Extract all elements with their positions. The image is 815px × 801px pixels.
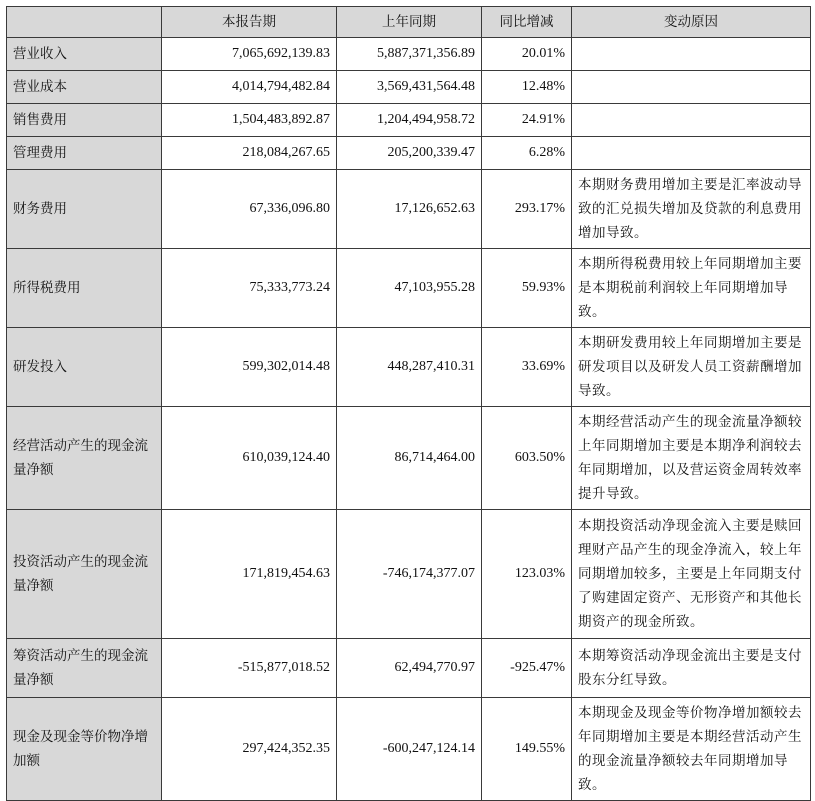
row-reason-text bbox=[572, 137, 811, 170]
header-change-reason: 变动原因 bbox=[572, 7, 811, 38]
row-previous-value: 1,204,494,958.72 bbox=[337, 104, 482, 137]
row-change-value: 12.48% bbox=[482, 71, 572, 104]
row-change-value: 293.17% bbox=[482, 170, 572, 249]
table-row bbox=[7, 170, 811, 249]
row-previous-value: 86,714,464.00 bbox=[337, 407, 482, 510]
row-current-value: 610,039,124.40 bbox=[162, 407, 337, 510]
row-item-label: 经营活动产生的现金流量净额 bbox=[7, 407, 162, 510]
row-item-label: 现金及现金等价物净增加额 bbox=[7, 698, 162, 801]
row-reason-text: 本期研发费用较上年同期增加主要是研发项目以及研发人员工资薪酬增加导致。 bbox=[572, 328, 811, 407]
row-previous-value: 47,103,955.28 bbox=[337, 249, 482, 328]
table-row bbox=[7, 104, 811, 137]
row-item-label: 投资活动产生的现金流量净额 bbox=[7, 510, 162, 639]
row-previous-value: 17,126,652.63 bbox=[337, 170, 482, 249]
row-change-value: 33.69% bbox=[482, 328, 572, 407]
header-previous-period: 上年同期 bbox=[337, 7, 482, 38]
row-reason-text: 本期筹资活动净现金流出主要是支付股东分红导致。 bbox=[572, 639, 811, 698]
financial-table-container bbox=[6, 6, 810, 801]
row-previous-value: 62,494,770.97 bbox=[337, 639, 482, 698]
row-current-value: 75,333,773.24 bbox=[162, 249, 337, 328]
row-previous-value: -746,174,377.07 bbox=[337, 510, 482, 639]
row-item-label: 营业成本 bbox=[7, 71, 162, 104]
row-current-value: 297,424,352.35 bbox=[162, 698, 337, 801]
row-reason-text bbox=[572, 71, 811, 104]
row-item-label: 所得税费用 bbox=[7, 249, 162, 328]
row-current-value: 4,014,794,482.84 bbox=[162, 71, 337, 104]
header-yoy-change: 同比增减 bbox=[482, 7, 572, 38]
row-reason-text: 本期投资活动净现金流入主要是赎回理财产品产生的现金净流入，较上年同期增加较多，主要是上年同期支付了购建固定资产、无形资产和其他长期资产的现金所致。 bbox=[572, 510, 811, 639]
row-current-value: 1,504,483,892.87 bbox=[162, 104, 337, 137]
row-change-value: 6.28% bbox=[482, 137, 572, 170]
row-current-value: 67,336,096.80 bbox=[162, 170, 337, 249]
row-reason-text: 本期所得税费用较上年同期增加主要是本期税前利润较上年同期增加导致。 bbox=[572, 249, 811, 328]
table-row bbox=[7, 407, 811, 510]
row-current-value: -515,877,018.52 bbox=[162, 639, 337, 698]
row-previous-value: -600,247,124.14 bbox=[337, 698, 482, 801]
row-item-label: 财务费用 bbox=[7, 170, 162, 249]
row-reason-text: 本期经营活动产生的现金流量净额较上年同期增加主要是本期净利润较去年同期增加，以及营运资金周转效率提升导致。 bbox=[572, 407, 811, 510]
row-change-value: 603.50% bbox=[482, 407, 572, 510]
row-previous-value: 448,287,410.31 bbox=[337, 328, 482, 407]
row-previous-value: 3,569,431,564.48 bbox=[337, 71, 482, 104]
row-change-value: 59.93% bbox=[482, 249, 572, 328]
row-item-label: 筹资活动产生的现金流量净额 bbox=[7, 639, 162, 698]
table-row bbox=[7, 249, 811, 328]
table-row bbox=[7, 137, 811, 170]
table-row bbox=[7, 38, 811, 71]
row-current-value: 7,065,692,139.83 bbox=[162, 38, 337, 71]
row-change-value: 24.91% bbox=[482, 104, 572, 137]
row-current-value: 599,302,014.48 bbox=[162, 328, 337, 407]
row-previous-value: 205,200,339.47 bbox=[337, 137, 482, 170]
row-item-label: 研发投入 bbox=[7, 328, 162, 407]
row-change-value: -925.47% bbox=[482, 639, 572, 698]
row-reason-text: 本期现金及现金等价物净增加额较去年同期增加主要是本期经营活动产生的现金流量净额较去年同期增加导致。 bbox=[572, 698, 811, 801]
table-row bbox=[7, 510, 811, 639]
row-change-value: 149.55% bbox=[482, 698, 572, 801]
table-row bbox=[7, 328, 811, 407]
row-change-value: 20.01% bbox=[482, 38, 572, 71]
row-current-value: 218,084,267.65 bbox=[162, 137, 337, 170]
row-item-label: 营业收入 bbox=[7, 38, 162, 71]
table-row bbox=[7, 639, 811, 698]
row-item-label: 销售费用 bbox=[7, 104, 162, 137]
header-current-period: 本报告期 bbox=[162, 7, 337, 38]
row-previous-value: 5,887,371,356.89 bbox=[337, 38, 482, 71]
row-reason-text bbox=[572, 104, 811, 137]
header-item bbox=[7, 7, 162, 38]
row-reason-text: 本期财务费用增加主要是汇率波动导致的汇兑损失增加及贷款的利息费用增加导致。 bbox=[572, 170, 811, 249]
table-header-row bbox=[7, 7, 811, 38]
row-item-label: 管理费用 bbox=[7, 137, 162, 170]
row-change-value: 123.03% bbox=[482, 510, 572, 639]
table-row bbox=[7, 71, 811, 104]
row-current-value: 171,819,454.63 bbox=[162, 510, 337, 639]
row-reason-text bbox=[572, 38, 811, 71]
financial-comparison-table bbox=[6, 6, 811, 801]
table-row bbox=[7, 698, 811, 801]
